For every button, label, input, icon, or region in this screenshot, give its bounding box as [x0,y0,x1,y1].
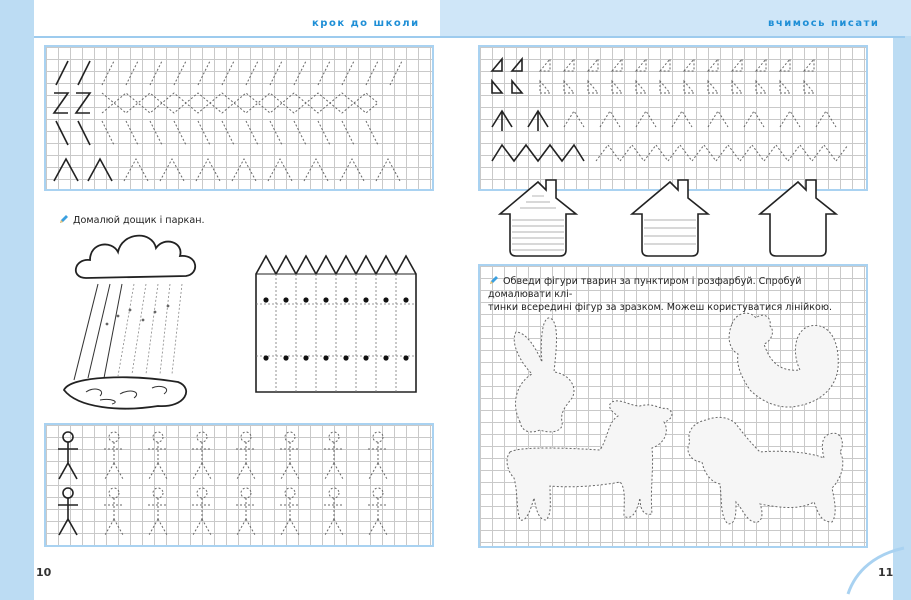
houses-illustration [496,176,846,256]
left-instruction [58,213,205,227]
line-tracing-pattern [46,47,432,189]
left-page-number: 10 [36,566,52,579]
tracing-grid-figures [44,423,434,547]
right-instruction-line1: Обведи фігури тварин за пунктиром і розфарбуй. Спробуй домалювати клі- [488,276,802,300]
left-instruction-text: Домалюй дощик і паркан. [73,215,205,226]
corner-curve-decoration [846,540,906,596]
right-page-edge [893,0,911,600]
stick-figure-pattern [46,425,432,545]
right-page-number: 11 [878,566,894,579]
left-running-title: крок до школи [312,18,420,29]
rabbit-outline [514,318,574,432]
animal-outlines [480,302,866,546]
left-page-edge [0,0,34,600]
animal-tracing-grid [478,264,868,548]
pencil-icon [58,213,70,225]
dog-outline [688,417,843,524]
puddle-shape [64,377,186,408]
right-running-title: вчимось писати [768,18,880,29]
cloud-shape [76,236,195,278]
shape-tracing-pattern [480,47,866,189]
right-instruction-line2: тинки всередині фігур за зразком. Можеш користуватися лінійкою. [488,302,833,313]
pencil-icon [488,274,500,286]
rooster-outline [729,313,838,407]
rain-cloud-illustration [60,228,220,418]
header-rule [34,36,905,38]
fence-illustration [252,252,422,400]
tracing-grid-shapes [478,45,868,191]
tracing-grid-lines [44,45,434,191]
